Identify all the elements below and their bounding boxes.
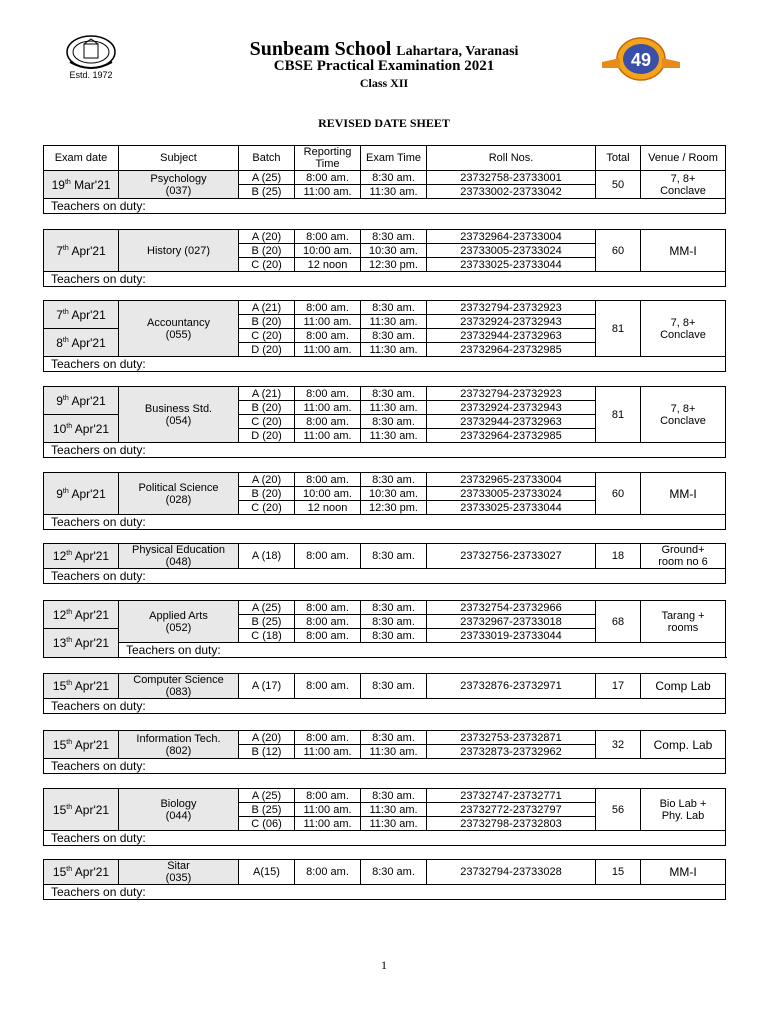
batch-cell: D (20) <box>239 429 295 443</box>
reporting-time-cell: 8:00 am. <box>295 615 361 629</box>
reporting-time-cell: 10:00 am. <box>295 244 361 258</box>
teachers-row <box>44 569 726 584</box>
roll-nos-cell: 23732794-23733028 <box>427 860 596 885</box>
exam-time-cell: 10:30 am. <box>361 244 427 258</box>
venue-cell <box>641 860 726 885</box>
reporting-time-cell: 11:00 am. <box>295 401 361 415</box>
column-header: Roll Nos. <box>427 146 596 171</box>
teachers-row <box>44 699 726 714</box>
reporting-time-cell: 12 noon <box>295 258 361 272</box>
exam-date-cell <box>44 674 119 699</box>
reporting-time-cell: 8:00 am. <box>295 301 361 315</box>
exam-time-cell: 11:30 am. <box>361 803 427 817</box>
column-header: Batch <box>239 146 295 171</box>
page-header <box>0 0 768 130</box>
roll-nos-cell: 23732873-23732962 <box>427 745 596 759</box>
venue-cell <box>641 230 726 272</box>
teachers-row <box>44 885 726 900</box>
batch-cell: B (20) <box>239 401 295 415</box>
cell-line: rooms <box>667 621 699 634</box>
reporting-time-cell: 11:00 am. <box>295 817 361 831</box>
exam-time-cell: 8:30 am. <box>361 860 427 885</box>
exam-time-cell: 8:30 am. <box>361 171 427 185</box>
exam-date-cell <box>44 731 119 759</box>
total-cell: 56 <box>596 789 641 831</box>
venue-cell <box>641 301 726 357</box>
table-row <box>44 731 726 745</box>
page-number: 1 <box>381 958 387 972</box>
date-suffix: th <box>62 487 69 495</box>
date-suffix: th <box>62 308 69 316</box>
batch-cell: B (20) <box>239 487 295 501</box>
roll-nos-cell: 23732772-23732797 <box>427 803 596 817</box>
cell-line: (083) <box>165 686 192 698</box>
batch-cell: A (25) <box>239 171 295 185</box>
exam-time-cell: 11:30 am. <box>361 429 427 443</box>
reporting-time-cell: 8:00 am. <box>295 544 361 569</box>
exam-block <box>43 386 726 458</box>
subject-cell <box>119 387 239 443</box>
batch-cell: A (18) <box>239 544 295 569</box>
column-header: Total <box>596 146 641 171</box>
date-suffix: th <box>66 550 73 557</box>
teachers-on-duty: Teachers on duty: <box>44 199 726 214</box>
column-header: Reporting Time <box>295 146 361 171</box>
table-row <box>44 301 726 315</box>
cell-line: room no 6 <box>658 556 708 568</box>
date-suffix: th <box>62 394 69 402</box>
column-header: Exam date <box>44 146 119 171</box>
batch-cell: B (20) <box>239 315 295 329</box>
cell-line: Applied Arts <box>149 609 208 622</box>
roll-nos-cell: 23732756-23733027 <box>427 544 596 569</box>
batch-cell: A (21) <box>239 387 295 401</box>
roll-nos-cell: 23732965-23733004 <box>427 473 596 487</box>
reporting-time-cell: 10:00 am. <box>295 487 361 501</box>
exam-title: CBSE Practical Examination 2021 <box>273 58 495 74</box>
date-month: Apr'21 <box>72 607 110 622</box>
cell-line: (037) <box>165 184 192 197</box>
venue-cell <box>641 544 726 569</box>
teachers-row <box>44 443 726 458</box>
roll-nos-cell: 23732944-23732963 <box>427 415 596 429</box>
exam-time-cell: 8:30 am. <box>361 230 427 244</box>
badge-number: 49 <box>630 50 652 70</box>
date-day: 8 <box>56 335 63 350</box>
cell-line: Computer Science <box>133 674 224 686</box>
table-row <box>44 789 726 803</box>
total-cell: 15 <box>596 860 641 885</box>
cell-line: Conclave <box>660 328 706 341</box>
column-header: Venue / Room <box>641 146 726 171</box>
batch-cell: C (20) <box>239 329 295 343</box>
cell-line: Accountancy <box>147 316 210 329</box>
date-day: 12 <box>52 607 67 622</box>
date-day: 19 <box>51 177 65 192</box>
school-name: Sunbeam School <box>249 38 392 60</box>
date-day: 9 <box>56 486 63 501</box>
exam-date-cell <box>44 230 119 272</box>
exam-date-cell <box>44 860 119 885</box>
reporting-time-cell: 8:00 am. <box>295 415 361 429</box>
column-header: Subject <box>119 146 239 171</box>
subject-cell <box>119 473 239 515</box>
cell-line: Physical Education <box>132 544 225 556</box>
reporting-time-cell: 11:00 am. <box>295 745 361 759</box>
exam-date-cell <box>44 629 119 658</box>
date-month: Apr'21 <box>68 243 106 258</box>
table-row <box>44 601 726 615</box>
roll-nos-cell: 23732876-23732971 <box>427 674 596 699</box>
exam-date-cell <box>44 473 119 515</box>
cell-line: MM-I <box>669 865 697 879</box>
batch-cell: A (20) <box>239 731 295 745</box>
table-header-row <box>44 146 726 171</box>
cell-line: (055) <box>165 328 192 341</box>
roll-nos-cell: 23733025-23733044 <box>427 258 596 272</box>
cell-line: Information Tech. <box>136 732 221 745</box>
cell-line: MM-I <box>669 486 697 501</box>
reporting-time-cell: 8:00 am. <box>295 171 361 185</box>
batch-cell: A (25) <box>239 601 295 615</box>
table-row <box>44 674 726 699</box>
teachers-row <box>44 643 726 658</box>
teachers-on-duty: Teachers on duty: <box>44 272 726 287</box>
venue-cell <box>641 731 726 759</box>
venue-cell <box>641 789 726 831</box>
cell-line: (044) <box>165 809 192 822</box>
date-day: 7 <box>56 243 63 258</box>
date-day: 13 <box>52 636 67 650</box>
exam-time-cell: 11:30 am. <box>361 343 427 357</box>
total-cell: 60 <box>596 473 641 515</box>
batch-cell: B (25) <box>239 803 295 817</box>
date-day: 12 <box>52 549 67 563</box>
roll-nos-cell: 23732758-23733001 <box>427 171 596 185</box>
teachers-row <box>44 759 726 774</box>
exam-block <box>43 600 726 658</box>
subject-cell <box>119 301 239 357</box>
column-header: Exam Time <box>361 146 427 171</box>
teachers-on-duty: Teachers on duty: <box>44 699 726 714</box>
date-day: 9 <box>56 393 63 408</box>
exam-block <box>43 788 726 846</box>
teachers-on-duty: Teachers on duty: <box>44 357 726 372</box>
reporting-time-cell: 11:00 am. <box>295 343 361 357</box>
teachers-on-duty: Teachers on duty: <box>44 443 726 458</box>
roll-nos-cell: 23733002-23733042 <box>427 185 596 199</box>
reporting-time-cell: 8:00 am. <box>295 601 361 615</box>
roll-nos-cell: 23732753-23732871 <box>427 731 596 745</box>
total-cell: 81 <box>596 387 641 443</box>
reporting-time-cell: 8:00 am. <box>295 789 361 803</box>
batch-cell: B (25) <box>239 615 295 629</box>
established-year: Estd. 1972 <box>69 70 113 80</box>
teachers-row <box>44 515 726 530</box>
date-day: 15 <box>52 679 67 693</box>
reporting-time-cell: 8:00 am. <box>295 329 361 343</box>
venue-cell <box>641 473 726 515</box>
date-day: 7 <box>56 307 63 322</box>
exam-time-cell: 8:30 am. <box>361 674 427 699</box>
reporting-time-cell: 11:00 am. <box>295 185 361 199</box>
date-month: Apr'21 <box>72 421 110 436</box>
date-day: 15 <box>52 737 67 752</box>
reporting-time-cell: 11:00 am. <box>295 803 361 817</box>
roll-nos-cell: 23733025-23733044 <box>427 501 596 515</box>
roll-nos-cell: 23733005-23733024 <box>427 487 596 501</box>
cell-line: Political Science <box>138 481 219 494</box>
cell-line: Phy. Lab <box>661 809 705 822</box>
exam-time-cell: 11:30 am. <box>361 745 427 759</box>
batch-cell: A (21) <box>239 301 295 315</box>
cell-line: History (027) <box>147 244 210 257</box>
reporting-time-cell: 8:00 am. <box>295 674 361 699</box>
cell-line: 7, 8+ <box>670 316 696 329</box>
exam-block <box>43 145 726 214</box>
exam-time-cell: 8:30 am. <box>361 544 427 569</box>
roll-nos-cell: 23732747-23732771 <box>427 789 596 803</box>
roll-nos-cell: 23732944-23732963 <box>427 329 596 343</box>
exam-time-cell: 11:30 am. <box>361 401 427 415</box>
roll-nos-cell: 23733019-23733044 <box>427 629 596 643</box>
reporting-time-cell: 8:00 am. <box>295 473 361 487</box>
exam-time-cell: 8:30 am. <box>361 415 427 429</box>
subject-cell <box>119 230 239 272</box>
batch-cell: A (17) <box>239 674 295 699</box>
cell-line: Comp. Lab <box>653 737 713 752</box>
total-cell: 50 <box>596 171 641 199</box>
roll-nos-cell: 23732754-23732966 <box>427 601 596 615</box>
exam-block <box>43 300 726 372</box>
exam-block <box>43 859 726 900</box>
cell-line: Bio Lab + <box>659 797 707 810</box>
exam-time-cell: 11:30 am. <box>361 315 427 329</box>
exam-date-cell <box>44 789 119 831</box>
roll-nos-cell: 23732924-23732943 <box>427 315 596 329</box>
exam-time-cell: 8:30 am. <box>361 629 427 643</box>
subject-cell <box>119 731 239 759</box>
date-suffix: th <box>62 336 69 344</box>
teachers-on-duty: Teachers on duty: <box>44 831 726 846</box>
teachers-on-duty: Teachers on duty: <box>44 759 726 774</box>
exam-block <box>43 472 726 530</box>
cell-line: Conclave <box>660 414 706 427</box>
batch-cell: C (18) <box>239 629 295 643</box>
date-suffix: th <box>66 637 73 644</box>
roll-nos-cell: 23732964-23733004 <box>427 230 596 244</box>
batch-cell: B (12) <box>239 745 295 759</box>
date-month: Apr'21 <box>72 636 110 650</box>
roll-nos-cell: 23732794-23732923 <box>427 301 596 315</box>
reporting-time-cell: 11:00 am. <box>295 315 361 329</box>
total-cell: 60 <box>596 230 641 272</box>
cell-line: MM-I <box>669 243 697 258</box>
exam-time-cell: 8:30 am. <box>361 301 427 315</box>
cell-line: Biology <box>160 797 197 810</box>
venue-cell <box>641 171 726 199</box>
roll-nos-cell: 23732967-23733018 <box>427 615 596 629</box>
school-location: Lahartara, Varanasi <box>396 44 519 59</box>
exam-date-cell <box>44 329 119 357</box>
date-suffix: th <box>66 866 73 873</box>
date-month: Apr'21 <box>68 486 106 501</box>
cell-line: Comp Lab <box>655 679 711 693</box>
batch-cell: A (20) <box>239 473 295 487</box>
exam-time-cell: 12:30 pm. <box>361 258 427 272</box>
table-row <box>44 171 726 185</box>
teachers-on-duty: Teachers on duty: <box>44 885 726 900</box>
cell-line: (052) <box>165 621 192 634</box>
cell-line: (048) <box>165 556 192 568</box>
table-row <box>44 473 726 487</box>
exam-time-cell: 11:30 am. <box>361 817 427 831</box>
venue-cell <box>641 674 726 699</box>
batch-cell: C (06) <box>239 817 295 831</box>
reporting-time-cell: 8:00 am. <box>295 230 361 244</box>
total-cell: 68 <box>596 601 641 643</box>
reporting-time-cell: 12 noon <box>295 501 361 515</box>
exam-block <box>43 673 726 714</box>
date-suffix: th <box>64 178 71 186</box>
date-month: Apr'21 <box>68 307 106 322</box>
batch-cell: A(15) <box>239 860 295 885</box>
teachers-row <box>44 831 726 846</box>
date-suffix: th <box>66 422 73 430</box>
date-month: Apr'21 <box>72 549 110 563</box>
reporting-time-cell: 11:00 am. <box>295 429 361 443</box>
subject-cell <box>119 544 239 569</box>
total-cell: 81 <box>596 301 641 357</box>
roll-nos-cell: 23733005-23733024 <box>427 244 596 258</box>
exam-time-cell: 12:30 pm. <box>361 501 427 515</box>
roll-nos-cell: 23732924-23732943 <box>427 401 596 415</box>
cell-line: Ground+ <box>661 544 705 556</box>
table-row <box>44 230 726 244</box>
class-label: Class XII <box>359 76 409 90</box>
batch-cell: C (20) <box>239 258 295 272</box>
date-month: Apr'21 <box>72 679 110 693</box>
roll-nos-cell: 23732798-23732803 <box>427 817 596 831</box>
date-month: Apr'21 <box>68 335 106 350</box>
date-sheet-heading: REVISED DATE SHEET <box>318 116 450 130</box>
roll-nos-cell: 23732964-23732985 <box>427 343 596 357</box>
exam-date-cell <box>44 544 119 569</box>
cell-line: (802) <box>165 744 192 757</box>
reporting-time-cell: 8:00 am. <box>295 629 361 643</box>
subject-cell <box>119 171 239 199</box>
teachers-on-duty: Teachers on duty: <box>44 515 726 530</box>
cell-line: 7, 8+ <box>670 172 696 185</box>
cell-line: (035) <box>165 872 192 884</box>
date-month: Apr'21 <box>68 393 106 408</box>
reporting-time-cell: 8:00 am. <box>295 731 361 745</box>
exam-time-cell: 8:30 am. <box>361 473 427 487</box>
cell-line: (054) <box>165 414 192 427</box>
total-cell: 17 <box>596 674 641 699</box>
subject-cell <box>119 789 239 831</box>
cell-line: Tarang + <box>661 609 705 622</box>
batch-cell: B (20) <box>239 244 295 258</box>
date-month: Mar'21 <box>70 177 111 192</box>
table-row <box>44 860 726 885</box>
exam-time-cell: 8:30 am. <box>361 731 427 745</box>
date-month: Apr'21 <box>72 802 110 817</box>
subject-cell <box>119 674 239 699</box>
teachers-row <box>44 357 726 372</box>
venue-cell <box>641 387 726 443</box>
roll-nos-cell: 23732964-23732985 <box>427 429 596 443</box>
total-cell: 18 <box>596 544 641 569</box>
teachers-row <box>44 272 726 287</box>
exam-time-cell: 8:30 am. <box>361 615 427 629</box>
cell-line: Business Std. <box>144 402 213 415</box>
date-suffix: th <box>66 803 73 811</box>
cell-line: (028) <box>165 493 192 506</box>
date-suffix: th <box>66 608 73 616</box>
batch-cell: B (25) <box>239 185 295 199</box>
exam-time-cell: 11:30 am. <box>361 185 427 199</box>
exam-time-cell: 8:30 am. <box>361 329 427 343</box>
total-cell: 32 <box>596 731 641 759</box>
exam-time-cell: 8:30 am. <box>361 789 427 803</box>
table-row <box>44 544 726 569</box>
subject-cell <box>119 601 239 643</box>
teachers-row <box>44 199 726 214</box>
exam-block <box>43 730 726 774</box>
cell-line: Psychology <box>150 172 207 185</box>
batch-cell: C (20) <box>239 415 295 429</box>
exam-time-cell: 8:30 am. <box>361 387 427 401</box>
exam-block <box>43 543 726 584</box>
cell-line: Sitar <box>167 860 190 872</box>
date-day: 15 <box>52 865 67 879</box>
exam-block <box>43 229 726 287</box>
exam-date-cell <box>44 387 119 415</box>
exam-date-cell <box>44 301 119 329</box>
exam-date-cell <box>44 601 119 629</box>
batch-cell: D (20) <box>239 343 295 357</box>
cell-line: 7, 8+ <box>670 402 696 415</box>
batch-cell: A (25) <box>239 789 295 803</box>
batch-cell: A (20) <box>239 230 295 244</box>
venue-cell <box>641 601 726 643</box>
subject-cell <box>119 860 239 885</box>
reporting-time-cell: 8:00 am. <box>295 387 361 401</box>
date-month: Apr'21 <box>72 737 110 752</box>
date-month: Apr'21 <box>72 865 110 879</box>
date-suffix: th <box>62 244 69 252</box>
teachers-on-duty: Teachers on duty: <box>119 643 726 658</box>
exam-time-cell: 10:30 am. <box>361 487 427 501</box>
date-day: 10 <box>52 421 67 436</box>
batch-cell: C (20) <box>239 501 295 515</box>
date-day: 15 <box>52 802 67 817</box>
reporting-time-cell: 8:00 am. <box>295 860 361 885</box>
cell-line: Conclave <box>660 184 706 197</box>
exam-date-cell <box>44 171 119 199</box>
exam-date-cell <box>44 415 119 443</box>
teachers-on-duty: Teachers on duty: <box>44 569 726 584</box>
exam-time-cell: 8:30 am. <box>361 601 427 615</box>
date-suffix: th <box>66 680 73 687</box>
roll-nos-cell: 23732794-23732923 <box>427 387 596 401</box>
date-suffix: th <box>66 738 73 746</box>
table-row <box>44 387 726 401</box>
